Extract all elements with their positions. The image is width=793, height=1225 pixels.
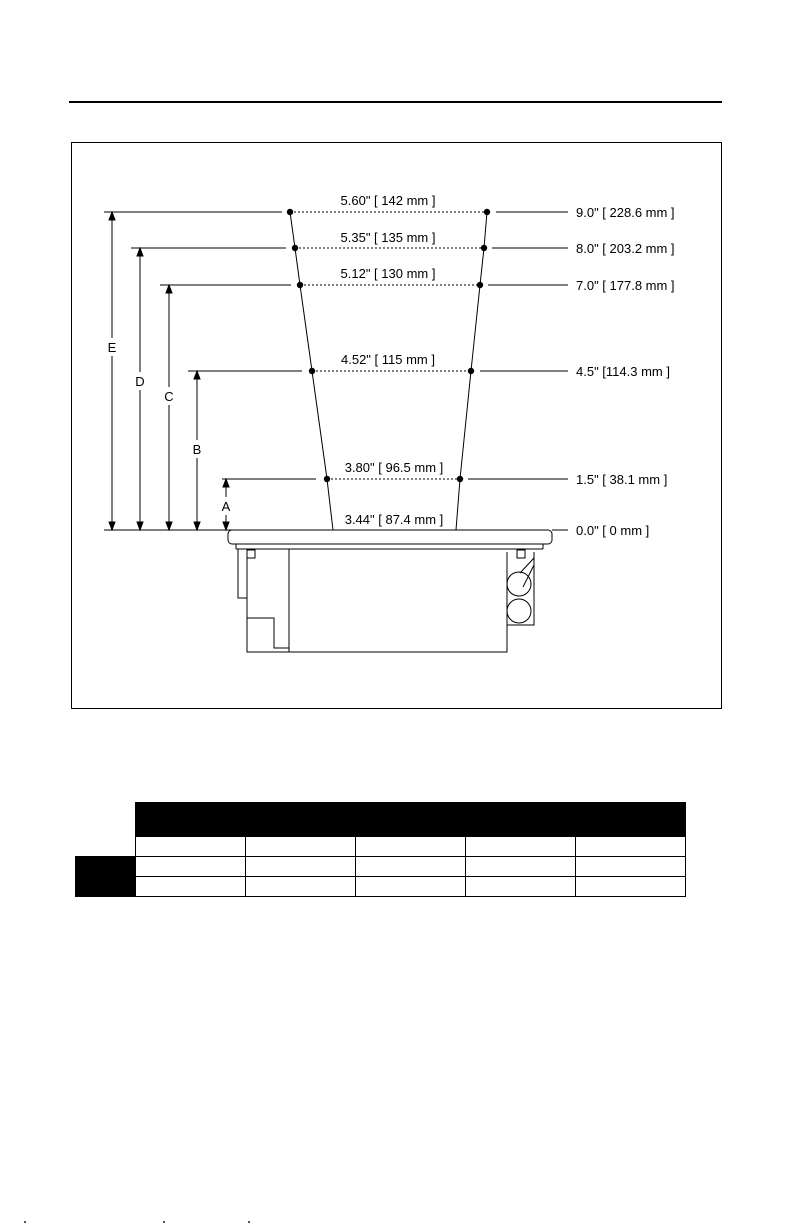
left-extension-lines bbox=[104, 212, 316, 530]
width-label-1-5in: 3.80" [ 96.5 mm ] bbox=[344, 460, 444, 475]
page-mark bbox=[24, 1221, 26, 1223]
width-label-8in: 5.35" [ 135 mm ] bbox=[340, 230, 436, 245]
scanner-housing bbox=[228, 530, 552, 652]
width-label-0in: 3.44" [ 87.4 mm ] bbox=[344, 512, 444, 527]
table-cell bbox=[466, 877, 576, 897]
width-label-4-5in: 4.52" [ 115 mm ] bbox=[341, 352, 435, 367]
column-header bbox=[246, 837, 356, 857]
table-row bbox=[76, 857, 686, 877]
table-corner bbox=[76, 803, 136, 837]
table-header bbox=[136, 803, 686, 837]
height-label-9in: 9.0" [ 228.6 mm ] bbox=[576, 205, 675, 220]
row-header bbox=[76, 857, 136, 877]
table-row bbox=[76, 877, 686, 897]
column-header bbox=[466, 837, 576, 857]
measurement-points bbox=[287, 209, 490, 482]
table-cell bbox=[246, 877, 356, 897]
zone-letter-e: E bbox=[107, 340, 117, 355]
width-label-9in: 5.60" [ 142 mm ] bbox=[340, 193, 436, 208]
table-cell bbox=[576, 877, 686, 897]
zone-letter-c: C bbox=[164, 389, 174, 404]
table-cell bbox=[136, 857, 246, 877]
zone-letter-d: D bbox=[135, 374, 145, 389]
column-header bbox=[356, 837, 466, 857]
height-label-4-5in: 4.5" [114.3 mm ] bbox=[576, 364, 670, 379]
column-header bbox=[576, 837, 686, 857]
width-label-7in: 5.12" [ 130 mm ] bbox=[340, 266, 436, 281]
dimension-table bbox=[75, 802, 686, 897]
height-label-0in: 0.0" [ 0 mm ] bbox=[576, 523, 650, 538]
zone-letter-b: B bbox=[192, 442, 202, 457]
table-cell bbox=[466, 857, 576, 877]
column-header bbox=[136, 837, 246, 857]
table-cell bbox=[576, 857, 686, 877]
row-header bbox=[76, 877, 136, 897]
height-label-8in: 8.0" [ 203.2 mm ] bbox=[576, 241, 675, 256]
table-cell bbox=[356, 857, 466, 877]
table-cell bbox=[356, 877, 466, 897]
zone-letter-a: A bbox=[221, 499, 231, 514]
page-mark bbox=[248, 1221, 250, 1223]
page-mark bbox=[163, 1221, 165, 1223]
height-label-7in: 7.0" [ 177.8 mm ] bbox=[576, 278, 675, 293]
height-label-1-5in: 1.5" [ 38.1 mm ] bbox=[576, 472, 668, 487]
table-cell bbox=[246, 857, 356, 877]
width-dotted-lines bbox=[290, 212, 487, 479]
table-cell bbox=[136, 877, 246, 897]
